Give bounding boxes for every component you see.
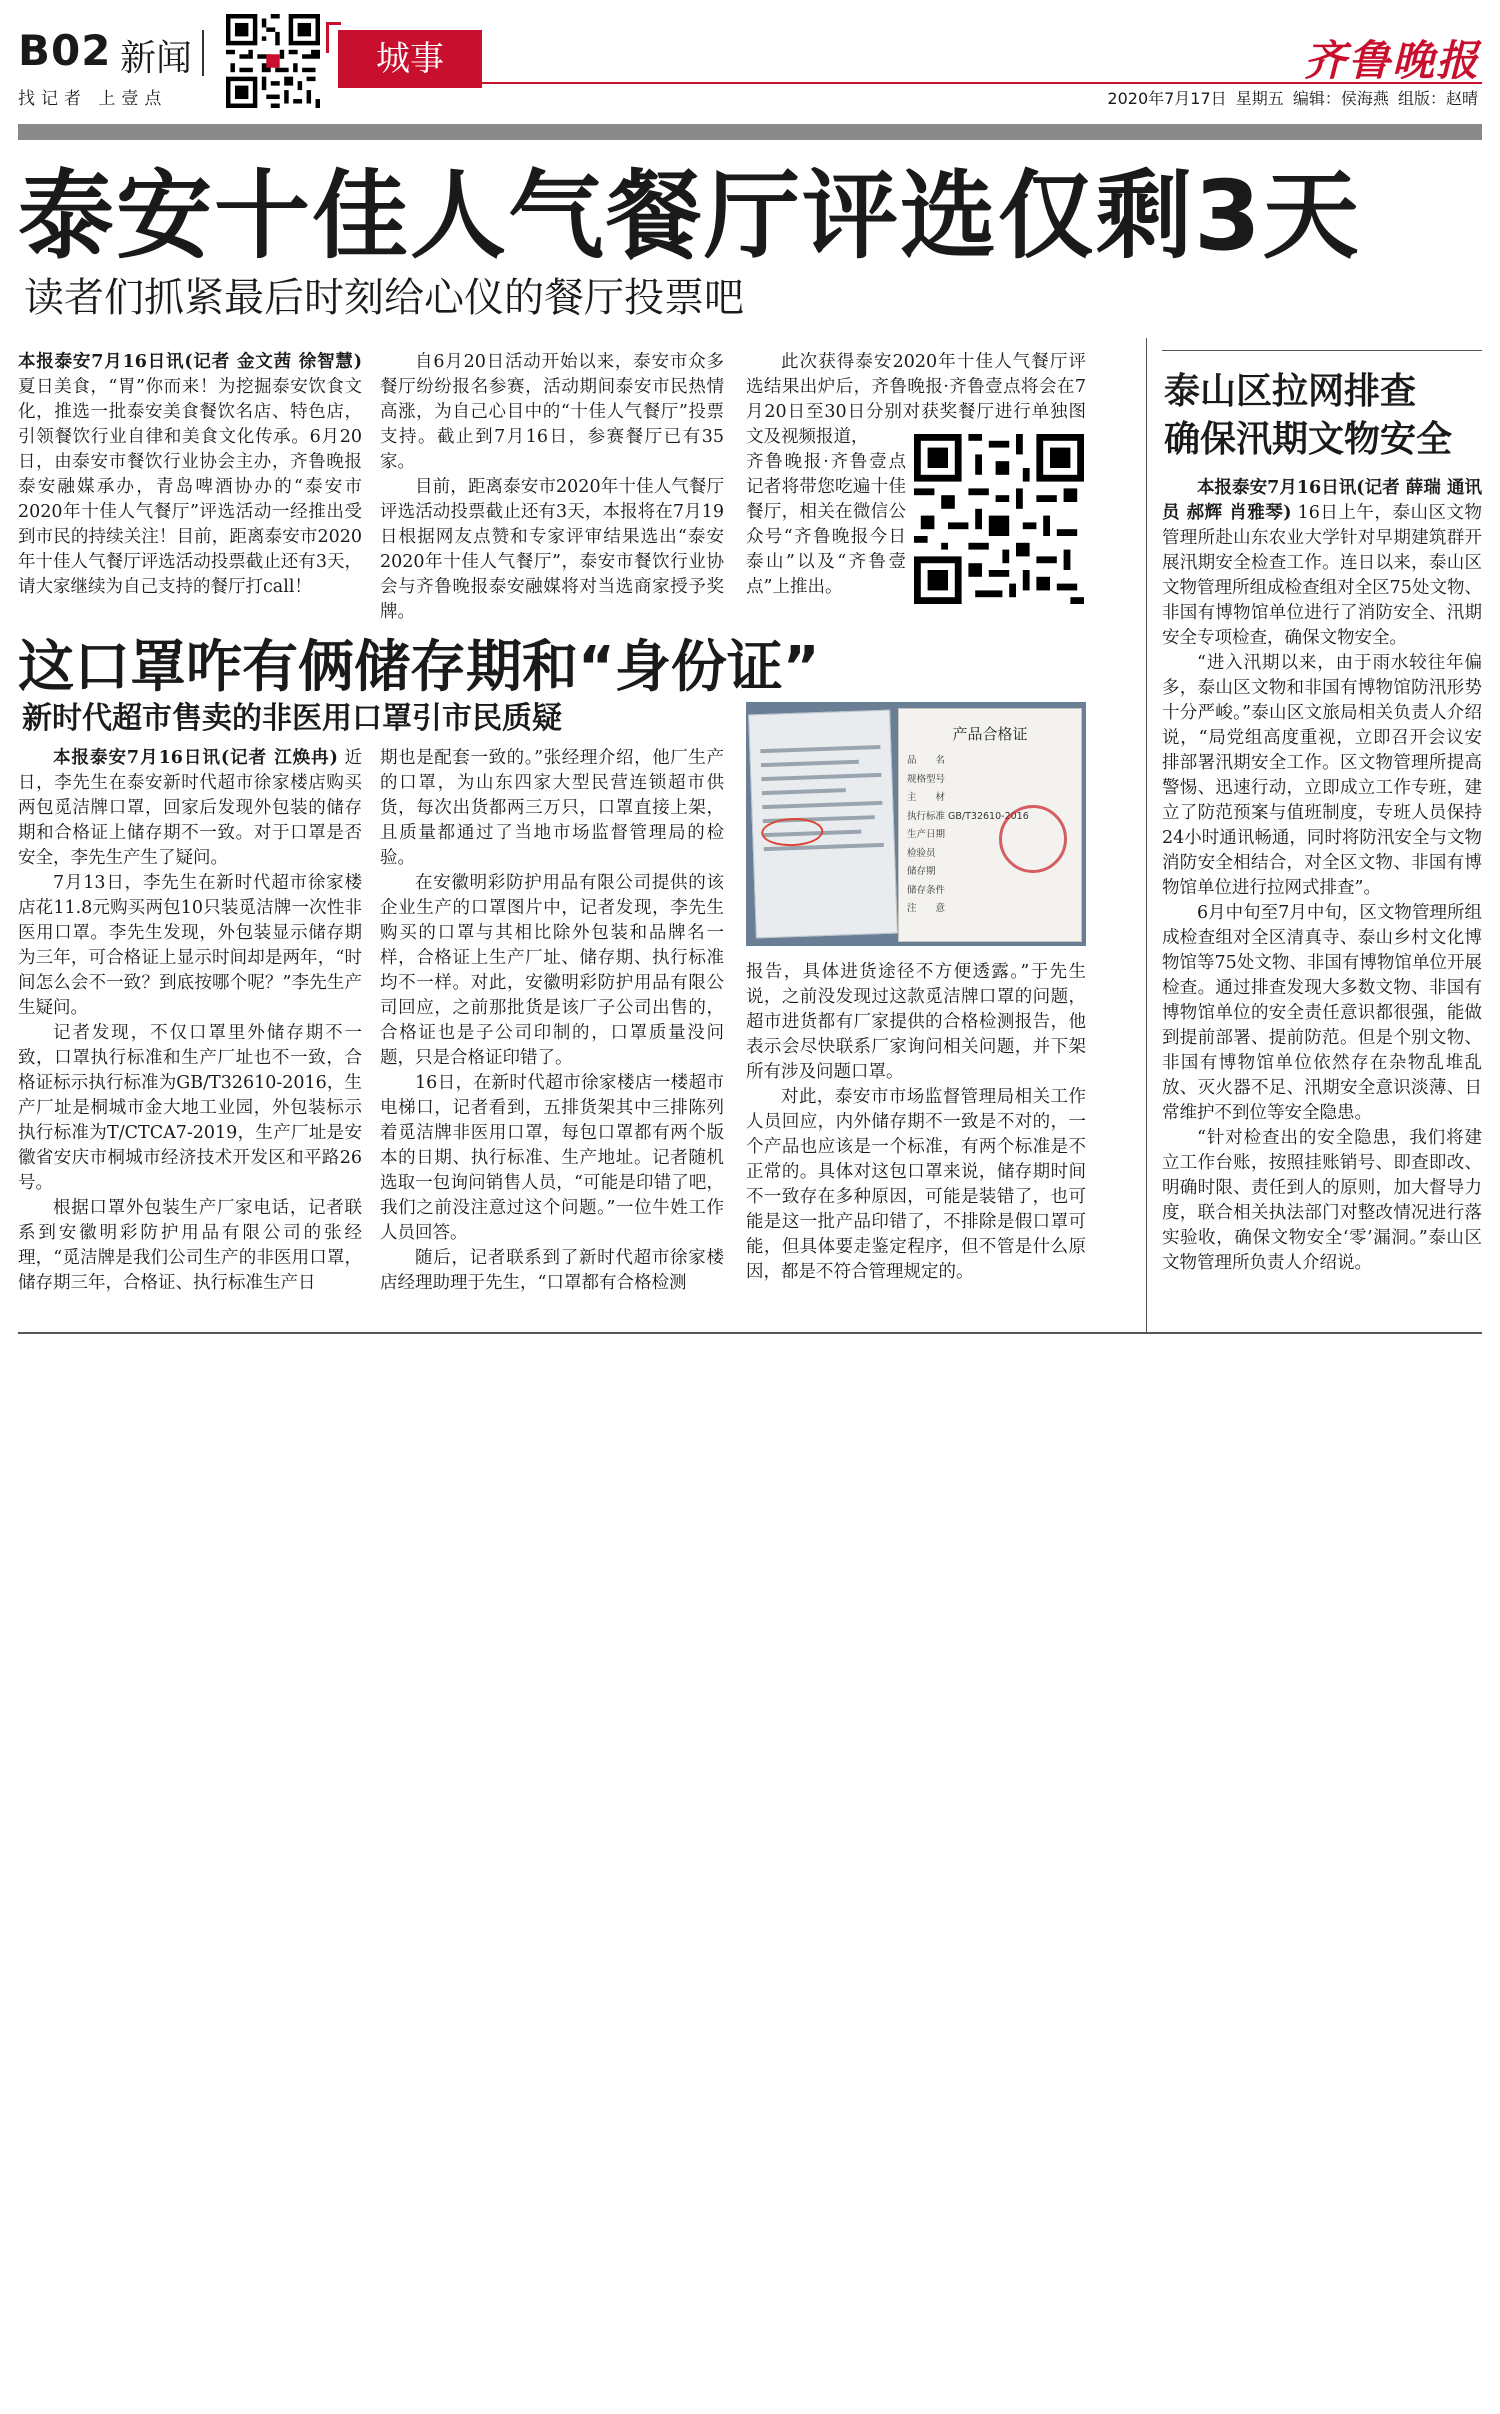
certificate-row: 品 名 [907,755,946,766]
lead-subheadline: 读者们抓紧最后时刻给心仪的餐厅投票吧 [24,275,744,321]
header-divider [202,30,204,76]
masthead-logo: 齐鲁晚报 [1303,36,1480,85]
certificate-row: 生产日期 [907,829,946,840]
certificate-row: 注 意 [907,903,946,914]
subsection-tab: 城事 [338,30,482,88]
lead-col3-top: 此次获得泰安2020年十佳人气餐厅评选结果出炉后，齐鲁晚报·齐鲁壹点将会在7月20日至30日分别对获奖餐厅进行单独图文及视频报道， [746,352,1086,447]
lead-column-3-side [746,450,906,600]
certificate-row-label: 执行标准 [907,810,946,822]
side-p1: 16日上午，泰山区文物管理所赴山东农业大学针对早期建筑群开展汛期安全检查工作。连日以来，泰山区文物管理所组成检查组对全区75处文物、非国有博物馆单位进行了消防安全、汛期安全专项检查，确保文物安全。 [1162,503,1482,648]
mask-subheadline: 新时代超市售卖的非医用口罩引市民质疑 [22,701,562,736]
issue-date: 2020年7月17日 [1107,89,1227,108]
mask-certificate-photo [746,702,1086,946]
side-headline-line2: 确保汛期文物安全 [1164,419,1453,460]
mask-c3p1: 对此，泰安市市场监督管理局相关工作人员回应，内外储存期不一致是不对的，一个产品也应该是一个标准，有两个标准是不正常的。具体对这包口罩来说，储存期时间不一致存在多种原因，可能是装错了，也可能是这一批产品印错了，不排除是假口罩可能，但具体要走鉴定程序，但不管是什么原因，都是不符合管理规定的。 [746,1087,1086,1282]
mask-c1p3: 记者发现，不仅口罩里外储存期不一致，口罩执行标准和生产厂址也不一致，合格证标示执行标准为GB/T32610-2016，生产厂址是桐城市金大地工业园，外包装标示执行标准为T/CTCA7-2019，生产厂址是安徽省安庆市桐城市经济技术开发区和平路26号。 [18,1023,362,1193]
issue-weekday: 星期五 [1235,89,1284,108]
qr-code-icon [226,14,320,108]
photo-highlight-circle [761,817,824,847]
lead-byline: 本报泰安7月16日讯(记者 金文茜 徐智慧) [18,352,362,372]
layout-credit: 组版：赵晴 [1397,89,1478,108]
mask-c2p0: 期也是配套一致的。”张经理介绍，他厂生产的口罩，为山东四家大型民营连锁超市供货，每次出货都两三万只，口罩直接上架，且质量都通过了当地市场监督管理局的检验。 [380,748,724,868]
mask-byline: 本报泰安7月16日讯(记者 江焕冉) [53,748,338,768]
section-name: 新闻 [120,38,193,79]
certificate-row: 检验员 [907,847,936,859]
lead-col1-text: 夏日美食，“胃”你而来！为挖掘泰安饮食文化，推选一批泰安美食餐饮名店、特色店，引领餐饮行业自律和美食文化传承。6月20日，由泰安市餐饮行业协会主办，齐鲁晚报泰安融媒承办，青岛啤酒协办的“泰安市2020年十佳人气餐厅”评选活动一经推出受到市民的持续关注！目前，距离泰安市2020年十佳人气餐厅评选活动投票截止还有3天，请大家继续为自己支持的餐厅打call！ [18,377,362,597]
lead-column-2 [380,350,724,625]
column-divider [1146,338,1147,1332]
mask-c3p0: 报告，具体进货途径不方便透露。”于先生说，之前没发现过这款觅洁牌口罩的问题，超市进货都有厂家提供的合格检测报告，他表示会尽快联系厂家询问相关问题，并下架所有涉及问题口罩。 [746,962,1086,1082]
side-byline: 本报泰安7月16日讯(记者 薛瑞 通讯员 郝辉 肖雅琴) [1162,478,1482,523]
lead-column-1 [18,350,362,600]
lead-col2-p2: 目前，距离泰安市2020年十佳人气餐厅评选活动投票截止还有3天，本报将在7月19日根据网友点赞和专家评审结果选出“泰安2020年十佳人气餐厅”，泰安市餐饮行业协会与齐鲁晚报泰安融媒将对当选商家授予奖牌。 [380,477,724,622]
mask-c2p3: 随后，记者联系到了新时代超市徐家楼店经理助理于先生，“口罩都有合格检测 [380,1248,724,1293]
certificate-row: 储存期 [907,866,936,877]
lead-headline: 泰安十佳人气餐厅评选仅剩3天 [18,160,1361,272]
side-p2: “进入汛期以来，由于雨水较往年偏多，泰山区文物和非国有博物馆防汛形势十分严峻。”泰山区文旅局相关负责人介绍说，“局党组高度重视，立即召开会议安排部署汛期安全工作。区文物管理所提高警惕、迅速行动，立即成立工作专班，建立了防范预案与值班制度，专班人员保持24小时通讯畅通，同时将防汛安全与文物消防安全相结合，对全区文物、非国有博物馆单位进行拉网式排查”。 [1162,653,1482,898]
mask-c2p2: 16日，在新时代超市徐家楼店一楼超市电梯口，记者看到，五排货架其中三排陈列着觅洁牌非医用口罩，每包口罩都有两个版本的日期、执行标准、生产地址。记者随机选取一包询问销售人员，“可能是印错了吧，我们之前没注意过这个问题。”一位牛姓工作人员回答。 [380,1073,724,1243]
wechat-qr-code-icon [914,434,1084,604]
lead-col2-p1: 自6月20日活动开始以来，泰安市众多餐厅纷纷报名参赛，活动期间泰安市民热情高涨，为自己心目中的“十佳人气餐厅”投票支持。截止到7月16日，参赛餐厅已有35家。 [380,352,724,472]
side-p3: 6月中旬至7月中旬，区文物管理所组成检查组对全区清真寺、泰山乡村文化博物馆等75处文物、非国有博物馆单位开展检查。通过排查发现大多数文物、非国有博物馆单位的安全责任意识都很强，能做到提前部署、提前防范。但是个别文物、非国有博物馆单位依然存在杂物乱堆乱放、灭火器不足、汛期安全意识淡薄、日常维护不到位等安全隐患。 [1162,903,1482,1123]
right-column-top-rule [1162,350,1482,351]
side-p4: “针对检查出的安全隐患，我们将建立工作台账，按照挂账销号、即查即改、明确时限、责任到人的原则，加大督导力度，联合相关执法部门对整改情况进行落实验收，确保文物安全‘零’漏洞。”泰山区文物管理所负责人介绍说。 [1162,1128,1482,1273]
editor-credit: 编辑：侯海燕 [1292,89,1389,108]
side-headline [1164,368,1452,464]
issue-meta [1107,86,1478,109]
certificate-standard: GB/T32610-2016 [948,810,1029,822]
lead-col3-side: 齐鲁晚报·齐鲁壹点记者将带您吃遍十佳餐厅，相关在微信公众号“齐鲁晚报今日泰山”以及“齐鲁壹点”上推出。 [746,452,906,597]
certificate-title: 产品合格证 [952,725,1028,743]
mask-column-3 [746,960,1086,1285]
mask-c1p2: 7月13日，李先生在新时代超市徐家楼店花11.8元购买两包10只装觅洁牌一次性非医用口罩。李先生发现，外包装显示储存期为三年，可合格证上显示时间却是两年，“时间怎么会不一致？到底按哪个呢？”李先生产生疑问。 [18,873,362,1018]
side-story-body [1162,476,1482,1276]
photo-certificate-card [898,708,1082,942]
certificate-row: 储存条件 [907,884,946,896]
mask-c1p1: 近日，李先生在泰安新时代超市徐家楼店购买两包觅洁牌口罩，回家后发现外包装的储存期和合格证上储存期不一致。对于口罩是否安全，李先生产生了疑问。 [18,748,362,868]
mask-c2p1: 在安徽明彩防护用品有限公司提供的该企业生产的口罩图片中，记者发现，李先生购买的口罩与其相比除外包装和品牌名一样，合格证上生产厂址、储存期、执行标准均不一样。对此，安徽明彩防护用品有限公司回应，之前那批货是该厂子公司出售的，合格证也是子公司印制的，口罩质量没问题，只是合格证印错了。 [380,873,724,1068]
certificate-row: 规格型号 [907,773,946,785]
mask-column-2 [380,746,724,1296]
header-gray-bar [18,124,1482,140]
red-seal-icon [999,805,1067,873]
content-bottom-rule [18,1332,1482,1334]
side-headline-line1: 泰山区拉网排查 [1164,371,1417,412]
certificate-row: 主 材 [907,792,946,803]
photo-left-card [748,710,898,939]
mask-headline: 这口罩咋有俩储存期和“身份证” [18,635,820,700]
page-number: B02 [18,26,112,75]
mask-column-1 [18,746,362,1296]
mask-c1p4: 根据口罩外包装生产厂家电话，记者联系到安徽明彩防护用品有限公司的张经理，“觅洁牌是我们公司生产的非医用口罩，储存期三年，合格证、执行标准生产日 [18,1198,362,1293]
tagline: 找记者 上壹点 [18,89,168,109]
